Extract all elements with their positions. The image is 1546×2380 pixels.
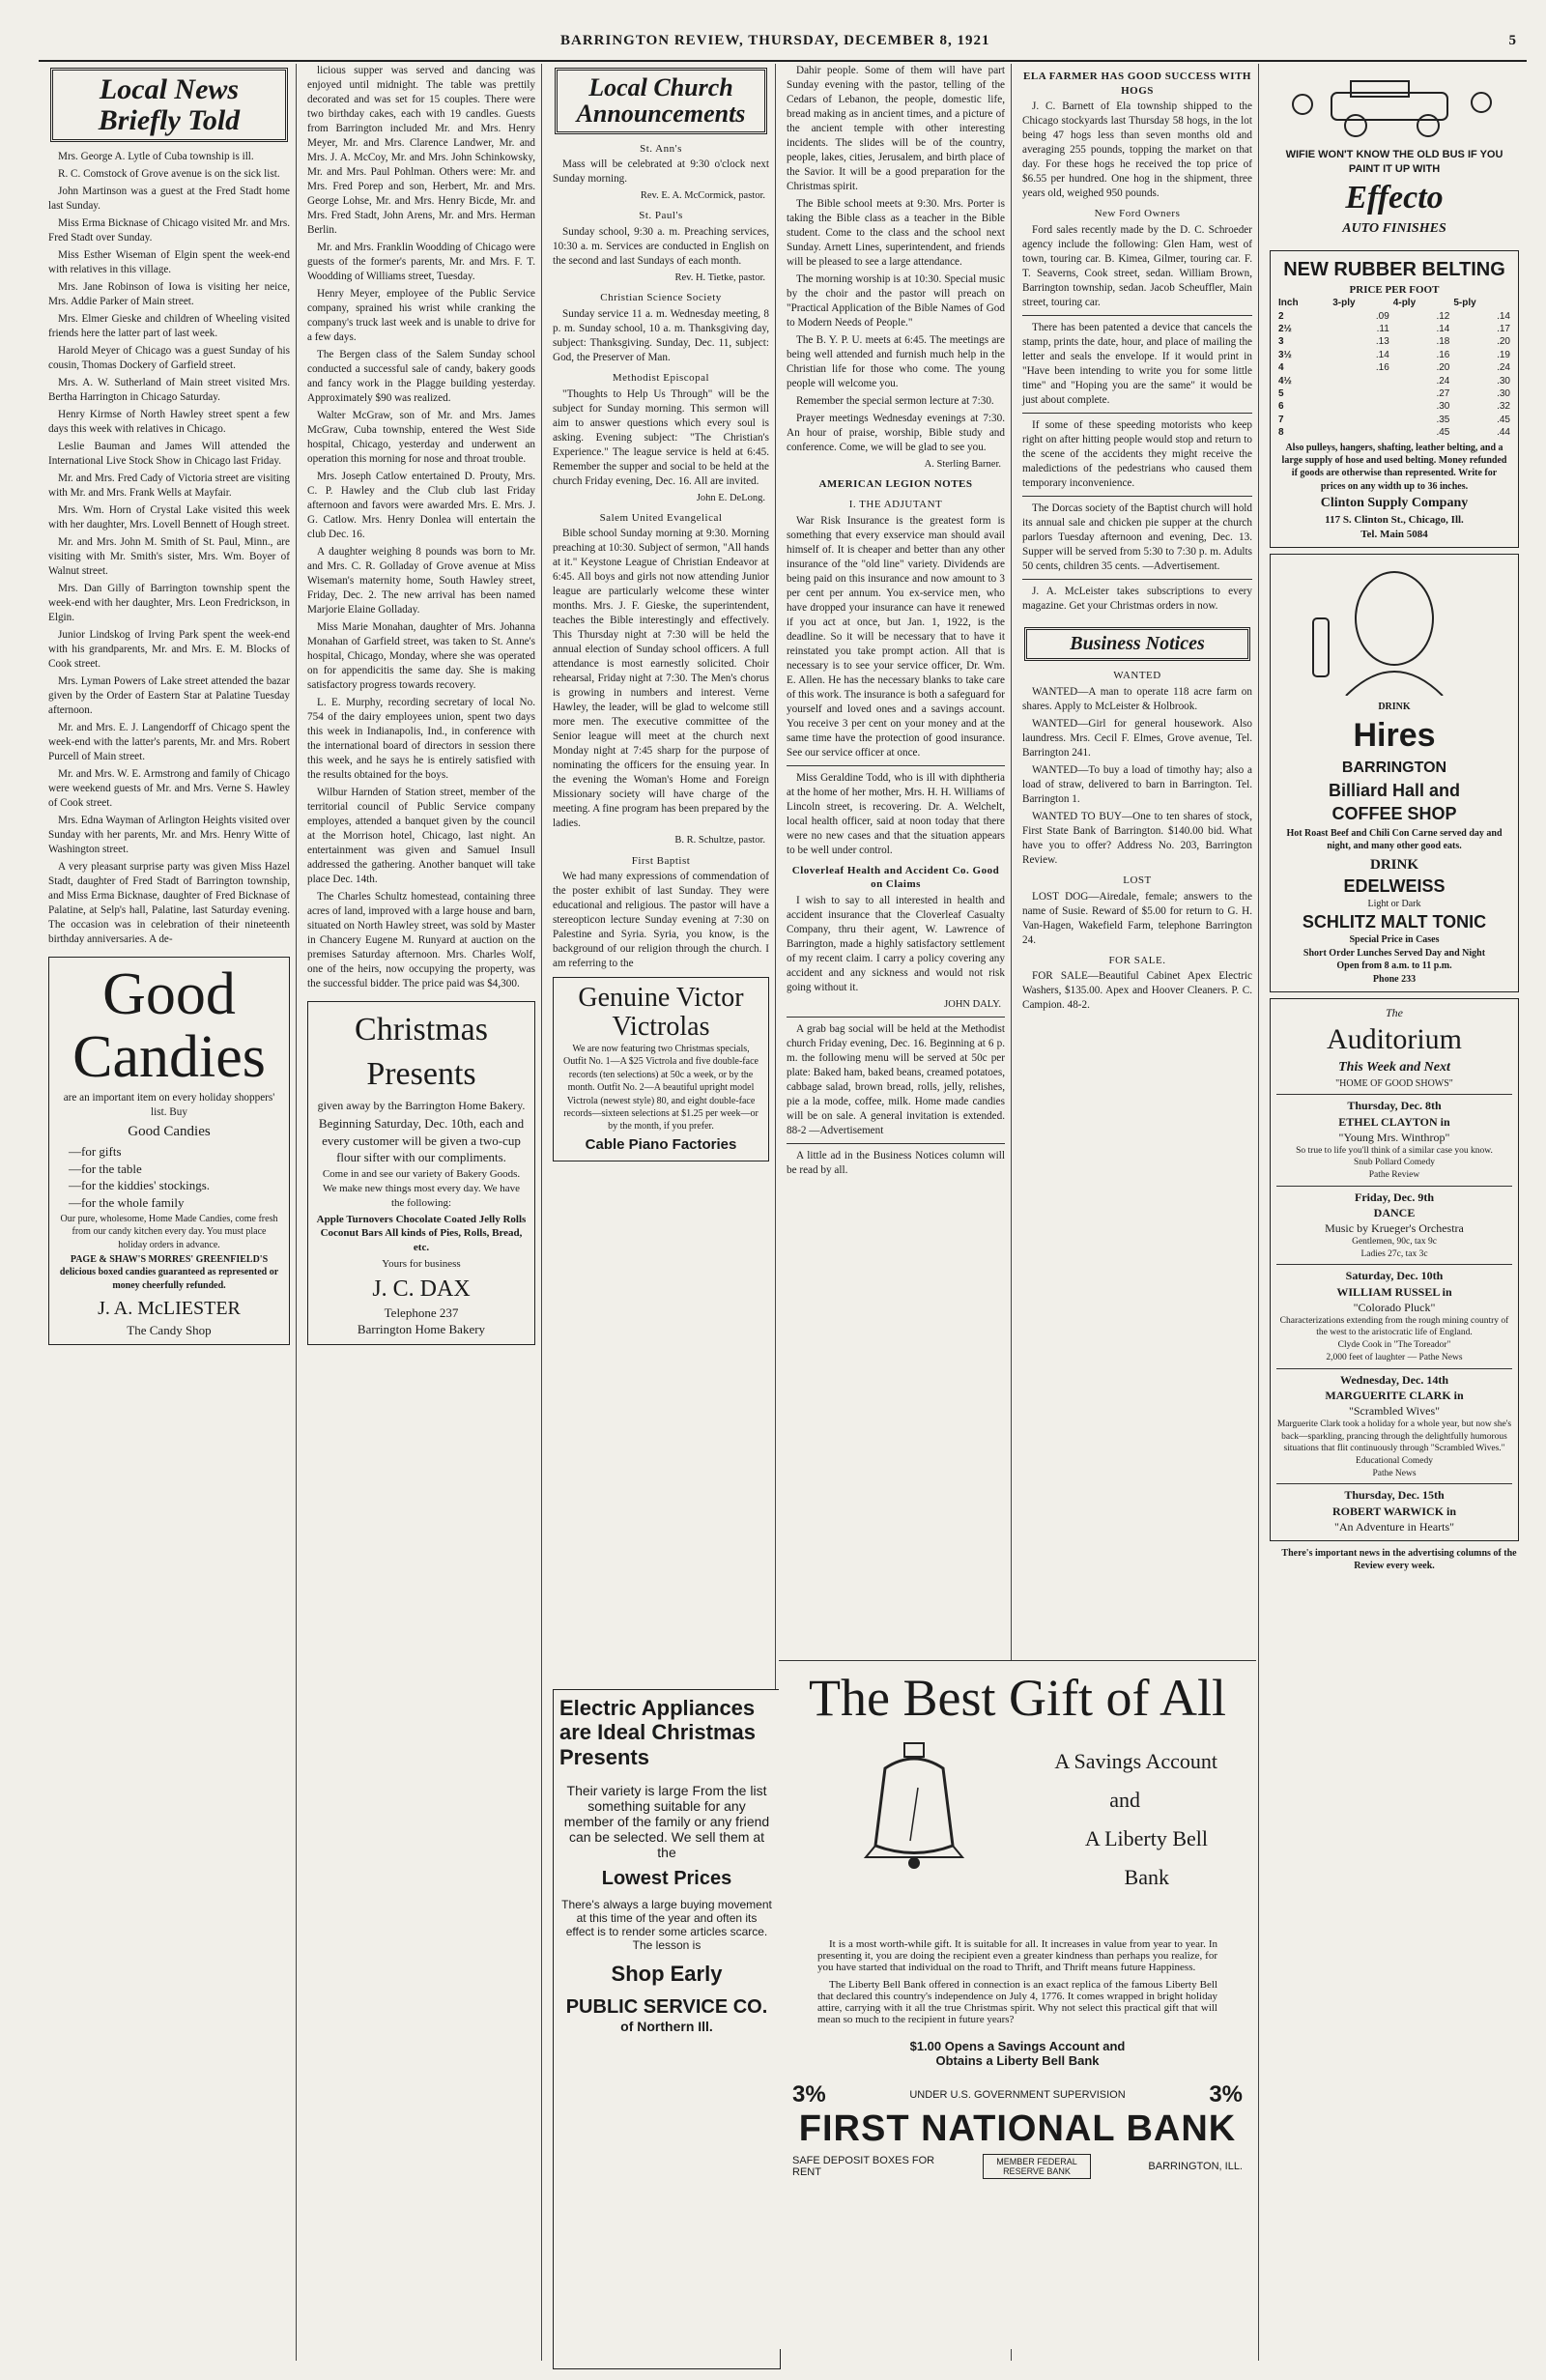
belting-cell: 7 (1278, 414, 1284, 425)
church-section-title: St. Ann's (640, 142, 682, 155)
candies-title1: Good (102, 961, 236, 1027)
news-item: Miss Esther Wiseman of Elgin spent the week-end with relatives in this village. (48, 249, 290, 275)
belting-cell: .24 (1497, 362, 1510, 374)
church-section-signature: B. R. Schultze, pastor. (674, 835, 765, 846)
belting-tel: Tel. Main 5084 (1360, 528, 1428, 540)
belting-row (1276, 414, 1512, 426)
belting-cell: .17 (1497, 324, 1510, 335)
business-heading: Business Notices (1024, 627, 1250, 661)
show-desc: Gentlemen, 90c, tax 9c (1352, 1237, 1437, 1247)
belting-cell: 2 (1278, 310, 1284, 322)
belting-cell: .27 (1436, 388, 1450, 400)
belting-cell: .32 (1497, 401, 1510, 413)
show-film: Music by Krueger's Orchestra (1325, 1220, 1464, 1235)
news-item: Mr. and Mrs. John M. Smith of St. Paul, Minn., are visiting with Mr. Smith's sister, Mrs. Wm. Boyer of Walnut street. (48, 536, 290, 577)
belting-cell: 4½ (1278, 375, 1292, 387)
auditorium-the: The (1386, 1006, 1403, 1020)
belting-cell (1331, 400, 1391, 413)
news-item: Mrs. Edna Wayman of Arlington Heights visited over Sunday with her parents, Mr. and Mrs. Henry Witte of Washington street. (48, 815, 290, 855)
news-item: Mrs. Lyman Powers of Lake street attended the bazar given by the Order of Eastern Star at Palatine Tuesday afternoon. (48, 675, 290, 716)
wanted-item: WANTED—A man to operate 118 acre farm on shares. Apply to McLeister & Holbrook. (1022, 685, 1252, 712)
show-extra2: Pathe Review (1368, 1170, 1420, 1181)
belting-cell: 5 (1278, 388, 1284, 400)
belting-cell: 4 (1278, 362, 1284, 374)
dax-line4: Yours for business (382, 1257, 461, 1270)
belting-ad (1270, 250, 1519, 549)
belting-company: Clinton Supply Company (1320, 496, 1469, 511)
show-day: Thursday, Dec. 8th (1347, 1099, 1442, 1113)
church-section-text: We had many expressions of commendation of the poster exhibit of last Sunday. They were educational and religious. The pastor will have a stereopticon lecture Sunday evening at 7:30 on Palestine and Syria. Syria, you know, is the background of our religion through the church. I am referring to the (553, 871, 769, 970)
news-item: Mr. and Mrs. W. E. Armstrong and family of Chicago were weekend guests of Mr. and Mrs. Verne S. Hawley of Cook street. (48, 768, 290, 809)
church-section-title: First Baptist (631, 854, 691, 867)
belting-cell: .24 (1436, 375, 1450, 387)
hires-b10: Short Order Lunches Served Day and Night (1303, 947, 1486, 959)
belting-cell: 6 (1278, 401, 1284, 413)
news-item: R. C. Comstock of Grove avenue is on the sick list. (58, 168, 280, 180)
belting-address: 117 S. Clinton St., Chicago, Ill. (1325, 513, 1464, 526)
news-item: Leslie Bauman and James Will attended the International Live Stock Show in Chicago last Friday. (48, 441, 290, 467)
hires-b11: Open from 8 a.m. to 11 p.m. (1336, 961, 1452, 972)
church-section-text: Bible school Sunday morning at 9:30. Morning preaching at 10:30. Subject of sermon, "All hands at it." Keystone League of Christian Endeavor at 6:45. All boys and girls not now attending Junior league are particularly welcome these winter months. Mrs. J. F. Gieske, the superintendent, teaches the Bible interestingly and effectively. This Thursday night at 7:30 will be held the annual election of Sunday school officers. A full attendance is most earnestly solicited. Choir rehearsal, Friday night at 7:30. The Men's chorus is growing in numbers and interest. Verne Hawley, the leader, will be glad to welcome still more men. The executive committee of the Senior league will meet at the church next Monday night at 7:45 sharp for the purpose of nominating the officers for the ensuing year. In the evening the Woman's Home and Foreign Missionary society will have charge of the meeting. A fine program has been prepared by the ladies. (553, 528, 769, 830)
show-star: DANCE (1373, 1205, 1416, 1219)
effecto-sub: AUTO FINISHES (1342, 221, 1446, 237)
candies-list (55, 1143, 283, 1211)
dorcas-note: The Dorcas society of the Baptist church will hold its annual sale and chicken pie supper at the church parlors Tuesday afternoon and evening, Dec. 13. Supper will be served from 5:30 to 7:30 p. m. Adults 50 cents, children 35 cents. —Advertisement. (1022, 502, 1252, 573)
belting-cell: .44 (1497, 427, 1510, 439)
ford-text: Ford sales recently made by the D. C. Schroeder agency include the following: Glen Ham, west of town, touring car. B. Kimea, Gilmer, touring car. F. T. Seaverns, Cook street, sedan. William Brown, Barrington township, sedan. Jacob Scheuffler, Main street, touring car. (1022, 224, 1252, 309)
news-item: Remember the special sermon lecture at 7:30. (796, 395, 994, 407)
belting-price-table (1276, 297, 1512, 439)
baptist-signature: A. Sterling Barner. (924, 459, 1001, 470)
bank-name: FIRST NATIONAL BANK (798, 2108, 1237, 2149)
news-item: licious supper was served and dancing was enjoyed until midnight. The table was prettily decorated and was set for 15 couples. There were two birthday cakes, each with 19 candles. Guests from Barrington included Mr. and Mrs. Henry Meyer, Mr. and Mrs. Clarence Landwer, Mr. and Mrs. J. A. McCoy, Mr. and Mrs. John Schinkowsky, Mr. and Mrs. Paul Pohlman. Others were: Mr. and Mrs. Fred Porep and son, Herbert, Mr. and Mrs. George Lohse, Mr. and Mrs. Henry Bicde, Mr. and Mrs. Fred Stadt, John Arens, Mr. and Mrs. Herman Berlin. (307, 65, 535, 236)
show-star: MARGUERITE CLARK in (1325, 1388, 1464, 1402)
belting-header: 5-ply (1453, 298, 1476, 309)
local-news-list (43, 150, 296, 947)
show-desc: Characterizations extending from the rough mining country of the west to the aristocratic life of England. (1279, 1315, 1509, 1338)
belting-text: Also pulleys, hangers, shafting, leather belting, and a large supply of hose and used belting. Money refunded if goods are otherwise than represented. Write for prices on any width up to 36 inches. (1281, 442, 1507, 492)
belting-cell: .14 (1375, 349, 1389, 360)
candies-list-item: —for the table (69, 1161, 142, 1176)
cloverleaf-signature: JOHN DALY. (944, 999, 1001, 1010)
news-item: Henry Meyer, employee of the Public Service company, sprained his wrist while cranking the company's truck last week and is unable to drive for a few days. (307, 288, 535, 343)
church-section-text: Sunday service 11 a. m. Wednesday meeting, 8 p. m. Sunday school, 10 a. m. Thanksgiving day, subject: Thanksgiving. Sunday, Dec. 11, subject: God, the Preserver of Man. (553, 307, 769, 363)
news-item: Mrs. George A. Lytle of Cuba township is ill. (58, 151, 254, 162)
belting-row (1276, 375, 1512, 387)
masthead (39, 19, 1527, 62)
candies-list-item: —for the whole family (69, 1194, 185, 1210)
electric-company2: of Northern Ill. (620, 2018, 713, 2034)
belting-row (1276, 349, 1512, 361)
effecto-caption: WIFIE WON'T KNOW THE OLD BUS IF YOU PAINT IT UP WITH (1285, 149, 1503, 175)
news-item: Mrs. A. W. Sutherland of Main street visited Mrs. Bertha Harrington in Chicago Saturday. (48, 377, 290, 403)
candies-list-item: —for the kiddies' stockings. (69, 1178, 211, 1193)
local-news-heading (50, 68, 288, 142)
effecto-ad (1270, 70, 1519, 244)
victrola-title: Genuine Victor Victrolas (578, 983, 744, 1042)
column-local-news (43, 64, 297, 2361)
belting-row (1276, 387, 1512, 400)
show-extra: Ladies 27c, tax 3c (1360, 1248, 1428, 1259)
church-section-text: Sunday school, 9:30 a. m. Preaching services, 10:30 a. m. Services are conducted in English on the second and last Sundays of each month. (553, 226, 769, 268)
ford-title: New Ford Owners (1094, 208, 1181, 220)
belting-row (1276, 323, 1512, 335)
belting-cell: 3 (1278, 336, 1284, 348)
belting-cell: .30 (1436, 401, 1450, 413)
show-extra2: 2,000 feet of laughter — Pathe News (1326, 1352, 1463, 1362)
belting-cell: .20 (1497, 336, 1510, 348)
belting-title: NEW RUBBER BELTING (1283, 258, 1505, 280)
farmer-text: J. C. Barnett of Ela township shipped to the Chicago stockyards last Thursday 58 hogs, in the lot being 47 hogs less than seven months old and averaging 255 pounds, topping the market on that day. For these hogs he received the top price of $6.55 per hundred. One hog in the shipment, three years old, weighed 950 pounds. (1022, 100, 1252, 200)
bank-pct-left: 3% (792, 2080, 826, 2108)
hires-drink: DRINK (1378, 702, 1411, 713)
hires-brand: Hires (1353, 716, 1436, 754)
bank-safe-deposit: SAFE DEPOSIT BOXES FOR RENT (792, 2154, 935, 2178)
belting-cell: .16 (1375, 362, 1389, 374)
liberty-bell-icon (846, 1739, 982, 1884)
news-item: Mrs. Jane Robinson of Iowa is visiting her neice, Mrs. Addie Parker of Main street. (48, 281, 290, 307)
church-section-title: Salem United Evangelical (599, 511, 723, 524)
effecto-brand: Effecto (1345, 180, 1444, 216)
belting-cell: .16 (1436, 349, 1450, 360)
news-item: Wilbur Harnden of Station street, member of the territorial council of Public Service company employes, attended a banquet given by the council at the Morrison hotel, Chicago, last night. An entertainment was given and Samuel Insull addressed the gathering. Another banquet will take place Dec. 14th. (307, 787, 535, 885)
victrola-footer: Cable Piano Factories (585, 1135, 737, 1153)
candies-shop: The Candy Shop (127, 1323, 212, 1338)
hires-b4: Hot Roast Beef and Chili Con Carne served day and night, and many other good eats. (1286, 827, 1503, 852)
belting-cell: 8 (1278, 427, 1284, 439)
victrola-text: We are now featuring two Christmas specials, Outfit No. 1—A $25 Victrola and five double-face records (ten selections) at 50c a week, or by the month. Outfit No. 2—A beautiful upright model Victrola (newest style) 80, and eight double-face records—sixteen selections at $1.25 per week—or by the month, if you prefer. (563, 1044, 759, 1133)
news-item: Junior Lindskog of Irving Park spent the week-end with his grandparents, Mr. and Mrs. E. M. Blocks of Cook street. (48, 629, 290, 670)
news-item: Mr. and Mrs. Franklin Woodding of Chicago were guests of the former's parents, Mr. and Mrs. F. T. Woodding of Williams street, Tuesday. (307, 242, 535, 282)
show-film: "Scrambled Wives" (1348, 1403, 1441, 1418)
show-item (1276, 1483, 1512, 1534)
show-star: ETHEL CLAYTON in (1338, 1114, 1450, 1129)
show-item (1276, 1186, 1512, 1261)
candies-title2: Candies (72, 1024, 266, 1091)
belting-cell: .18 (1436, 336, 1450, 348)
news-item: Mrs. Wm. Horn of Crystal Lake visited this week with her daughter, Mrs. Lovell Bennett of Hough street. (48, 504, 290, 530)
car-icon (1283, 75, 1505, 143)
news-item: L. E. Murphy, recording secretary of local No. 754 of the dairy employees union, spent two days this week in Indianapolis, Ind., in conference with the international board of directors in session there this week, and he says he is entirely satisfied with the results obtained for the boys. (307, 697, 535, 781)
auditorium-week: This Week and Next (1338, 1060, 1450, 1075)
electric-text: Their variety is large From the list something suitable for any member of the family or any friend can be selected. We sell them at the (563, 1782, 770, 1860)
hires-b12: Phone 233 (1372, 973, 1417, 985)
dax-shop: Barrington Home Bakery (357, 1322, 486, 1337)
belting-cell (1331, 387, 1391, 400)
col2-news-list (301, 64, 541, 991)
hires-b5: DRINK (1369, 856, 1418, 873)
bank-member-badge: MEMBER FEDERAL RESERVE BANK (983, 2154, 1091, 2179)
church-section-signature: Rev. H. Tietke, pastor. (674, 272, 765, 284)
victrola-ad (553, 977, 769, 1161)
news-item: The Bible school meets at 9:30. Mrs. Porter is taking the Bible class as a teacher in the Bible student. Come to the class and the school next Sunday. Arnett Lines, superintendent, and friends will be pleased to see a large attendance. (787, 198, 1005, 268)
bank-supervision: UNDER U.S. GOVERNMENT SUPERVISION (909, 2088, 1126, 2101)
show-item (1276, 1094, 1512, 1181)
news-item: Henry Kirmse of North Hawley street spent a few days this week with relatives in Chicago. (48, 409, 290, 435)
news-item: A daughter weighing 8 pounds was born to Mr. and Mrs. C. R. Golladay of Grove avenue at Miss Wiseman's maternity home, South Hawley street, Friday, Dec. 2. The new arrival has been named Marjorie Elaine Golladay. (307, 546, 535, 616)
show-film: "Colorado Pluck" (1353, 1300, 1436, 1314)
legion-title: AMERICAN LEGION NOTES (818, 478, 973, 491)
show-item (1276, 1264, 1512, 1363)
belting-header: 3-ply (1332, 298, 1356, 309)
news-item: Dahir people. Some of them will have part Sunday evening with the pastor, telling of the Cedars of Lebanon, the people, domestic life, bread making as in ancient times, and a picture of the ancient temple with other interesting incidents. The slides will be of the country, people, lakes, cities, Jerusalem, and birth place of the Savior. It will be a good preparation for the Christmas spirit. (787, 65, 1005, 192)
show-star: ROBERT WARWICK in (1331, 1504, 1457, 1518)
bank-slogan4: Bank (1124, 1864, 1169, 1889)
hires-b1: BARRINGTON (1341, 760, 1447, 777)
belting-cell (1331, 375, 1391, 387)
electric-ad (553, 1689, 781, 2369)
masthead-title: BARRINGTON REVIEW, THURSDAY, DECEMBER 8, 1921 (560, 33, 990, 48)
show-film: "An Adventure in Hearts" (1333, 1519, 1455, 1534)
news-item: Harold Meyer of Chicago was a guest Sunday of his cousin, Thomas Dockery of Garfield street. (48, 345, 290, 371)
candies-line4: PAGE & SHAW'S MORRES' GREENFIELD'S delicious boxed candies guaranteed as represented or money cheerfully refunded. (59, 1254, 279, 1291)
dax-title2: Presents (366, 1055, 476, 1092)
woman-with-bottle-icon (1288, 560, 1501, 696)
belting-cell: .11 (1376, 324, 1389, 335)
news-item: A very pleasant surprise party was given Miss Hazel Stadt, daughter of Fred Stadt of Barrington township, and Miss Erma Bicknase, daughter of Fred Bicknase of Palatine, at Selp's hall, Palatine, last Saturday evening. The occasion was in celebration of their nineteenth birthday anniversaries. A de- (48, 861, 290, 945)
dax-ad (307, 1001, 535, 1345)
bank-slogan1: A Savings Account (1054, 1748, 1217, 1773)
hires-b6: EDELWEISS (1343, 875, 1446, 896)
show-extra: Clyde Cook in "The Toreador" (1337, 1340, 1451, 1351)
church-section-text: Mass will be celebrated at 9:30 o'clock next Sunday morning. (553, 158, 769, 186)
wanted-item: WANTED—To buy a load of timothy hay; also a load of straw, delivered to barn in Barrington. Tel. Barrington 1. (1022, 763, 1252, 805)
news-item: Mrs. Joseph Catlow entertained D. Prouty, Mrs. C. P. Hawley and the Club club last Friday afternoon and favors were awarded Mrs. E. Mrs. J. G. Catlow. Mrs. Henry Donlea will entertain the club Dec. 16. (307, 471, 535, 540)
news-item: Mrs. Elmer Gieske and children of Wheeling visited friends here the latter part of last week. (48, 313, 290, 339)
news-item: John Martinson was a guest at the Fred Stadt home last Sunday. (48, 186, 290, 212)
hires-b8: SCHLITZ MALT TONIC (1302, 912, 1487, 932)
page-number: 5 (1508, 33, 1517, 48)
belting-cell: .30 (1497, 388, 1510, 400)
show-day: Friday, Dec. 9th (1355, 1190, 1434, 1204)
church-section-title: Christian Science Society (600, 292, 722, 304)
dax-phone: Telephone 237 (384, 1305, 459, 1320)
auditorium-ad (1270, 998, 1519, 1541)
column-6 (1264, 64, 1525, 2361)
local-news-heading-line1: Local News (99, 73, 240, 105)
cloverleaf-text: I wish to say to all interested in health and accident insurance that the Cloverleaf Casualty Company, thru their agent, W. Lawrence of Barrington, made a highly satisfactory settlement of my recent claim. I carry a policy covering any accident and any sickness and would not risk going without it. (787, 895, 1005, 993)
belting-cell: .20 (1436, 362, 1450, 374)
news-item: Prayer meetings Wednesday evenings at 7:30. An hour of praise, worship, Bible study and conference. Come, we will be glad to see you. (787, 413, 1005, 453)
bank-slogan3: A Liberty Bell (1084, 1825, 1208, 1850)
church-section-title: St. Paul's (639, 210, 683, 222)
dax-name: J. C. DAX (372, 1276, 471, 1302)
bank-para2: The Liberty Bell Bank offered in connection is an exact replica of the famous Liberty Bell that declared this country's independence on July 4, 1776. It comes wrapped in bright holiday attire, carrying with it all the true Christmas spirit. Why not select this practical gift that will mean so much to the recipient in future years? (817, 1978, 1217, 2025)
auditorium-name: Auditorium (1327, 1023, 1462, 1056)
cloverleaf-title: Cloverleaf Health and Accident Co. Good on Claims (791, 864, 1000, 891)
dax-line1: given away by the Barrington Home Bakery. (317, 1099, 526, 1113)
hires-b2: Billiard Hall and (1328, 780, 1461, 800)
wanted-title: WANTED (1113, 670, 1161, 682)
belting-cell: .19 (1497, 349, 1510, 360)
belting-cell: .45 (1497, 414, 1510, 425)
local-news-heading-line2: Briefly Told (98, 103, 241, 136)
electric-shop: Shop Early (611, 1961, 723, 1986)
show-item (1276, 1368, 1512, 1480)
auditorium-footer: There's important news in the advertising columns of the Review every week. (1281, 1547, 1517, 1572)
belting-header: 4-ply (1392, 298, 1417, 309)
show-desc: Marguerite Clark took a holiday for a whole year, but now she's back—sparkling, prancing through the delightfully humorous situations that flit continuously through "Scrambled Wives." (1276, 1419, 1512, 1454)
dax-line3: Come in and see our variety of Bakery Goods. We make new things most every day. We have the following: (322, 1168, 521, 1209)
hires-b7: Light or Dark (1367, 898, 1421, 909)
belting-cell (1331, 414, 1391, 426)
show-film: "Young Mrs. Winthrop" (1338, 1130, 1450, 1144)
grabbag-note: A grab bag social will be held at the Methodist church Friday evening, Dec. 16. Beginning at 6 p. m. the following menu will be served at 50c per plate: Baked ham, baked beans, creamed potatoes, cabbage salad, brown bread, rolls, jelly, relishes, pie a la mode, coffee, milk. Home made candies will be on sale. A general invitation is extended. 88-2 —Advertisement (787, 1023, 1005, 1137)
bank-offer: $1.00 Opens a Savings Account and Obtains a Liberty Bell Bank (909, 2038, 1126, 2068)
news-item: The morning worship is at 10:30. Special music by the choir and the pastor will preach on "Practical Application of the Bible Names of God to Modern Needs of People." (787, 273, 1005, 329)
belting-row (1276, 335, 1512, 348)
candies-list-item: —for gifts (69, 1144, 122, 1160)
news-item: Miss Marie Monahan, daughter of Mrs. Johanna Monahan of Garfield street, was taken to St. Anne's hospital, Chicago, Monday, where she was operated on for appendicitis the same day. She is making satisfactory progress towards recovery. (307, 621, 535, 691)
belting-cell (1331, 426, 1391, 439)
news-item: The Charles Schultz homestead, containing three acres of land, improved with a large house and barn, situated on North Hawley street, was sold by Master in Chancery Eugene M. Runyard at auction on the premises Saturday afternoon. Mrs. Charles Wolf, one of the heirs, now occupying the property, was the successful bidder. The price paid was $4,300. (307, 891, 535, 989)
news-item: Mr. and Mrs. E. J. Langendorff of Chicago spent the week-end with the latter's parents, Mr. and Mrs. Robert Purcell of Main street. (48, 722, 290, 762)
show-extra: Snub Pollard Comedy (1354, 1158, 1435, 1168)
belting-price-title: PRICE PER FOOT (1349, 283, 1440, 296)
show-extra2: Pathe News (1372, 1468, 1417, 1478)
news-item: The B. Y. P. U. meets at 6:45. The meetings are being well attended and furnish much help in the Christian life for those who come. The young people will welcome you. (787, 334, 1005, 389)
business-note: A little ad in the Business Notices column will be read by all. (787, 1150, 1005, 1177)
sale-title: FOR SALE. (1108, 954, 1166, 966)
show-star: WILLIAM RUSSEL in (1336, 1284, 1452, 1299)
lost-text: LOST DOG—Airedale, female; answers to the name of Susie. Reward of $5.00 for return to G. H. Van-Hagen, Wakefield Farm, telephone Barrington 24. (1022, 890, 1252, 946)
bank-ad (779, 1660, 1256, 2349)
belting-row (1276, 400, 1512, 413)
hires-b3: COFFEE SHOP (1331, 803, 1457, 823)
belting-cell: .45 (1436, 427, 1450, 439)
farmer-title: ELA FARMER HAS GOOD SUCCESS WITH HOGS (1023, 71, 1251, 97)
col4-news-list (781, 64, 1011, 455)
church-heading-line2: Announcements (576, 100, 746, 129)
belting-cell: .35 (1436, 414, 1450, 425)
bank-para1: It is a most worth-while gift. It is suitable for all. It increases in value from year to year. In presenting it, you are doing the recipient even a greater kindness than perhaps you realize, for you have started that individual on the road to Thrift, and Thrift means future Happiness. (817, 1937, 1217, 1973)
church-section-signature: John E. DeLong. (696, 492, 765, 503)
legion-sub: I. THE ADJUTANT (848, 498, 943, 510)
belting-cell: 3½ (1278, 349, 1292, 360)
wanted-list (1016, 685, 1258, 868)
dax-line2: Beginning Saturday, Dec. 10th, each and every customer will be given a two-cup flour sifter with our compliments. (318, 1116, 525, 1164)
news-item: Walter McGraw, son of Mr. and Mrs. James McGraw, Cuba township, entered the West Side hospital, Chicago, yesterday and underwent an operation this morning for nose and throat trouble. (307, 410, 535, 465)
lost-title: LOST (1123, 874, 1152, 886)
news-item: Miss Erma Bicknase of Chicago visited Mr. and Mrs. Fred Stadt over Sunday. (48, 217, 290, 244)
belting-cell: .09 (1375, 310, 1389, 322)
church-heading-line1: Local Church (588, 73, 733, 101)
belting-cell: .13 (1375, 336, 1389, 348)
belting-cell: .30 (1497, 375, 1510, 387)
news-item: Mr. and Mrs. Fred Cady of Victoria street are visiting with Mr. and Mrs. Frank Wells at Mayfair. (48, 473, 290, 499)
show-desc: So true to life you'll think of a similar case you know. (1296, 1145, 1493, 1156)
belting-cell: .14 (1497, 310, 1510, 322)
auditorium-motto: "HOME OF GOOD SHOWS" (1335, 1078, 1453, 1090)
church-section-title: Methodist Episcopal (612, 371, 710, 384)
belting-row (1276, 426, 1512, 439)
candies-line1: are an important item on every holiday shoppers' list. Buy (63, 1092, 275, 1119)
column-2 (301, 64, 542, 2361)
sale-text: FOR SALE—Beautiful Cabinet Apex Electric Washers, $135.00. Apex and Hoover Cleaners. P. C. Campion. 48-2. (1022, 970, 1252, 1012)
electric-text2: There's always a large buying movement at this time of the year and often its effect is to render some articles scarce. The lesson is (561, 1897, 772, 1952)
electric-title: Electric Appliances are Ideal Christmas Presents (559, 1696, 756, 1769)
news-item: The Bergen class of the Salem Sunday school conducted a successful sale of candy, bakery goods and fancy work in the Plagge building yesterday. Approximately $90 was realized. (307, 349, 535, 404)
hires-b9: Special Price in Cases (1349, 934, 1440, 946)
show-day: Saturday, Dec. 10th (1345, 1269, 1444, 1283)
church-section-text: "Thoughts to Help Us Through" will be the subject for Sunday morning. This sermon will aim to answer questions which every soul is asking. Evening subject: "The Christian's Experience." The league service is held at 6:45. Remember the supper and social to be held at the church Friday evening, Dec. 16. All are invited. (553, 387, 769, 487)
belting-header: Inch (1278, 298, 1299, 309)
belting-cell: .12 (1436, 310, 1450, 322)
belting-cell: .14 (1436, 324, 1450, 335)
show-extra: Educational Comedy (1356, 1455, 1433, 1466)
legion-text: War Risk Insurance is the greatest form is something that every exservice man should avail himself of. It is cheaper and better than any other insurance of the "old line" variety. Dividends are being paid on this insurance and now amount to 3 per cent per annum. You ex-service men, who have dropped your insurance can have it renewed if you act at once, but Jan. 1, 1922, is the deadline. So it will be necessary that to have it reinstated you take prompt action. All that is necessary is to see your service officer, Dr. Wm. E. Allen. He has the necessary blanks to take care of this work. The insurance is both a safeguard for yourself and loved ones and a savings account. You receive 3 per cent on your money and at the same time have the protection of good insurance. See our service officer at once. (787, 514, 1005, 759)
church-list (547, 142, 775, 972)
show-day: Wednesday, Dec. 14th (1339, 1372, 1448, 1387)
bank-pct-right: 3% (1209, 2080, 1243, 2108)
hires-ad (1270, 554, 1519, 992)
belting-row (1276, 361, 1512, 374)
news-item: Mrs. Dan Gilly of Barrington township spent the week-end with her daughter, Mrs. Leon Fredrickson, in Elgin. (48, 583, 290, 623)
dax-title1: Christmas (355, 1012, 488, 1047)
wanted-item: WANTED TO BUY—One to ten shares of stock, First State Bank of Barrington. $140.00 bid. What have you to offer? Address No. 203, Barrington Review. (1022, 810, 1252, 866)
electric-lowest: Lowest Prices (601, 1867, 732, 1889)
device-text: There has been patented a device that cancels the stamp, prints the date, hour, and place of mailing the letter and seals the envelope. If it would print in "Have been intending to write you for some little time" and "Hoping you are the same" it would be just about complete. (1022, 322, 1252, 407)
church-section-signature: Rev. E. A. McCormick, pastor. (640, 190, 765, 202)
belting-row (1276, 310, 1512, 323)
candies-name: J. A. McLIESTER (98, 1298, 241, 1320)
device-text2: If some of these speeding motorists who keep right on after hitting people would stop and return to the scene of the accidents they might receive the maledictions of the pedestrians who caused them temporary inconvenience. (1022, 419, 1252, 490)
dax-items: Apple Turnovers Chocolate Coated Jelly Rolls Coconut Bars All kinds of Pies, Rolls, Bread, etc. (316, 1213, 527, 1254)
electric-company: PUBLIC SERVICE CO. (565, 1995, 768, 2018)
candies-line3: Our pure, wholesome, Home Made Candies, come fresh from our candy kitchen every day. You must place holiday orders in advance. (60, 1213, 278, 1250)
candies-ad (48, 957, 290, 1345)
belting-cell: 2½ (1278, 324, 1292, 335)
mcleister-note: J. A. McLeister takes subscriptions to every magazine. Get your Christmas orders in now. (1022, 586, 1252, 613)
wanted-item: WANTED—Girl for general housework. Also laundress. Mrs. Cecil F. Elmes, Grove avenue, Tel. Barrington 241. (1022, 717, 1252, 759)
shows-list (1276, 1094, 1512, 1534)
church-heading (555, 68, 767, 134)
bank-town: BARRINGTON, ILL. (1148, 2160, 1243, 2172)
show-day: Thursday, Dec. 15th (1344, 1488, 1445, 1503)
todd-note: Miss Geraldine Todd, who is ill with diphtheria at the home of her mother, Mrs. H. H. Williams of Lincoln street, is recovering. Dr. A. Welchelt, local health officer, said at noon today that there were no new cases and that the situation appears to be well under control. (787, 771, 1005, 856)
bank-slogan2: and (1109, 1787, 1140, 1812)
candies-line2: Good Candies (128, 1124, 211, 1140)
bank-title: The Best Gift of All (809, 1669, 1226, 1727)
